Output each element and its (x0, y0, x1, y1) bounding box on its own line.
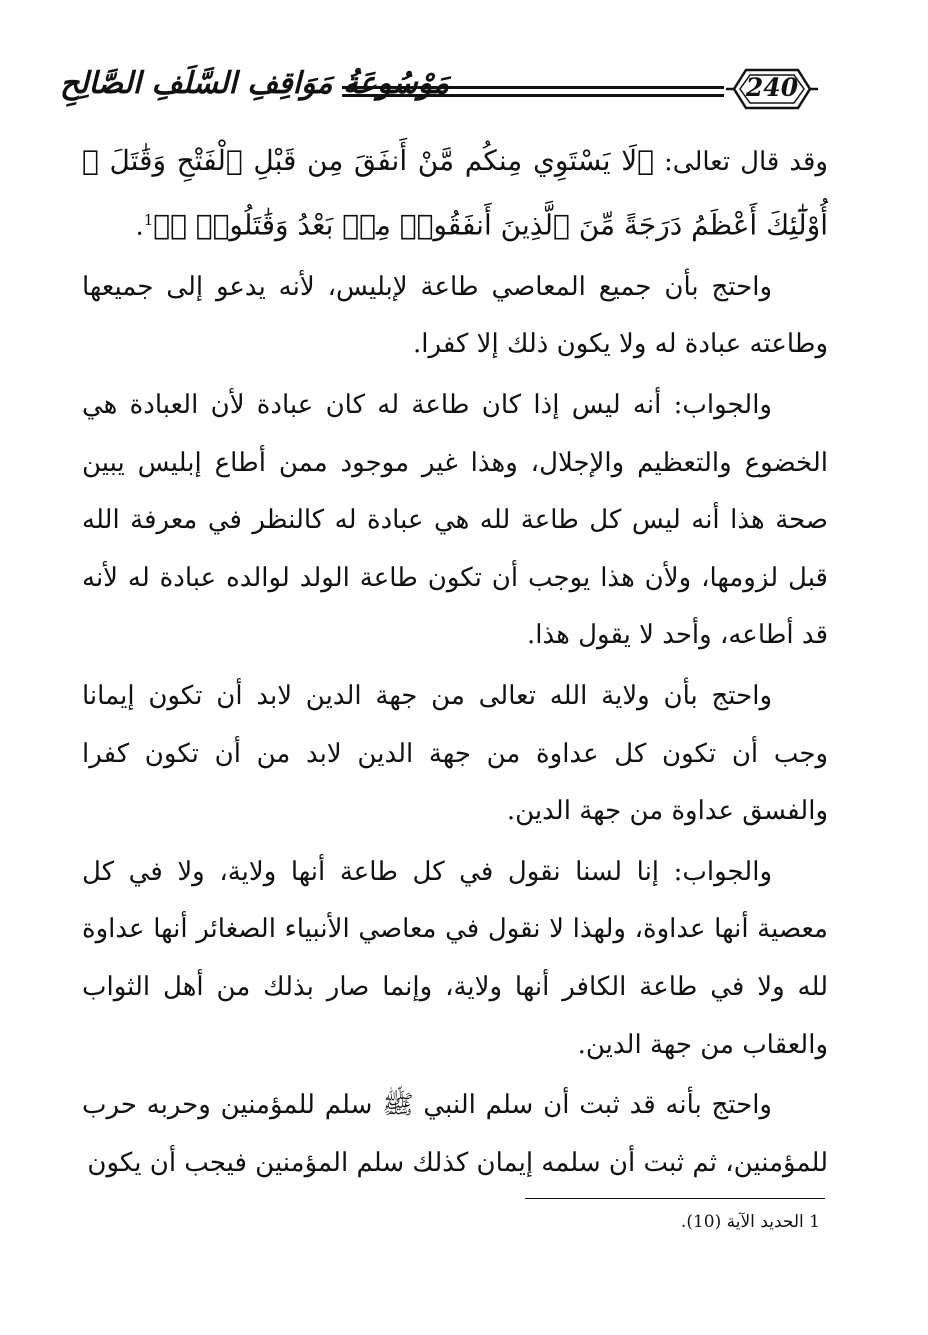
paragraph-tail: . (135, 211, 144, 242)
paragraph-lead: وقد قال تعالى: (653, 147, 828, 177)
page-number: 240 (745, 73, 799, 102)
page-header (60, 62, 820, 122)
paragraph-1 (82, 132, 828, 256)
paragraph-2: واحتج بأن جميع المعاصي طاعة لإبليس، لأنه يدعو إلى جميعها وطاعته عبادة له ولا يكون ذلك إلا كفرا. (82, 271, 828, 360)
header-double-rule (342, 86, 724, 97)
main-text (82, 132, 828, 1195)
paragraph-5: والجواب: إنا لسنا نقول في كل طاعة أنها ولاية، ولا في كل معصية أنها عداوة، ولهذا لا نقول في معاصي الأنبياء الصغائر أنها عداوة لله ولا في طاعة الكافر أنها ولاية، وإنما صار بذلك من أهل الثواب والعقاب من جهة الدين. (82, 856, 828, 1060)
paragraph-6: واحتج بأنه قد ثبت أن سلم النبي ﷺ سلم للمؤمنين وحربه حرب للمؤمنين، ثم ثبت أن سلمه إيمان كذلك سلم المؤمنين فيجب أن يكون (82, 1090, 828, 1178)
footnote-reference: 1 (143, 210, 154, 229)
paragraph-3: والجواب: أنه ليس إذا كان طاعة له كان عبادة لأن العبادة هي الخضوع والتعظيم والإجلال، وهذا غير موجود ممن أطاع إبليس يبين صحة هذا أنه ليس كل طاعة لله هي عبادة له كالنظر في معرفة الله قبل لزومها، ولأن هذا يوجب أن تكون طاعة الولد لوالده عبادة له لأنه قد أطاعه، وأحد لا يقول هذا. (82, 390, 828, 651)
page-number-badge (724, 64, 820, 114)
quran-verse: ﴿لَا يَسْتَوِي مِنكُم مَّنْ أَنفَقَ مِن قَبْلِ ٱلْفَتْحِ وَقَٰتَلَ ۚ أُوْلَٰٓئِكَ أَعْظَمُ دَرَجَةً مِّنَ ٱلَّذِينَ أَنفَقُوا۟ مِنۢ بَعْدُ وَقَٰتَلُوا۟ ۚ﴾ (82, 144, 828, 242)
footnote: 1 الحديد الآية (10). (680, 1212, 820, 1232)
paragraph-4: واحتج بأن ولاية الله تعالى من جهة الدين لابد أن تكون إيمانا وجب أن تكون كل عداوة من جهة الدين لابد من أن تكون كفرا والفسق عداوة من جهة الدين. (82, 681, 828, 827)
book-title: مَوْسُوعَةُ مَوَاقِفِ السَّلَفِ الصَّالِحِ (60, 66, 450, 101)
footnote-separator (525, 1198, 825, 1199)
